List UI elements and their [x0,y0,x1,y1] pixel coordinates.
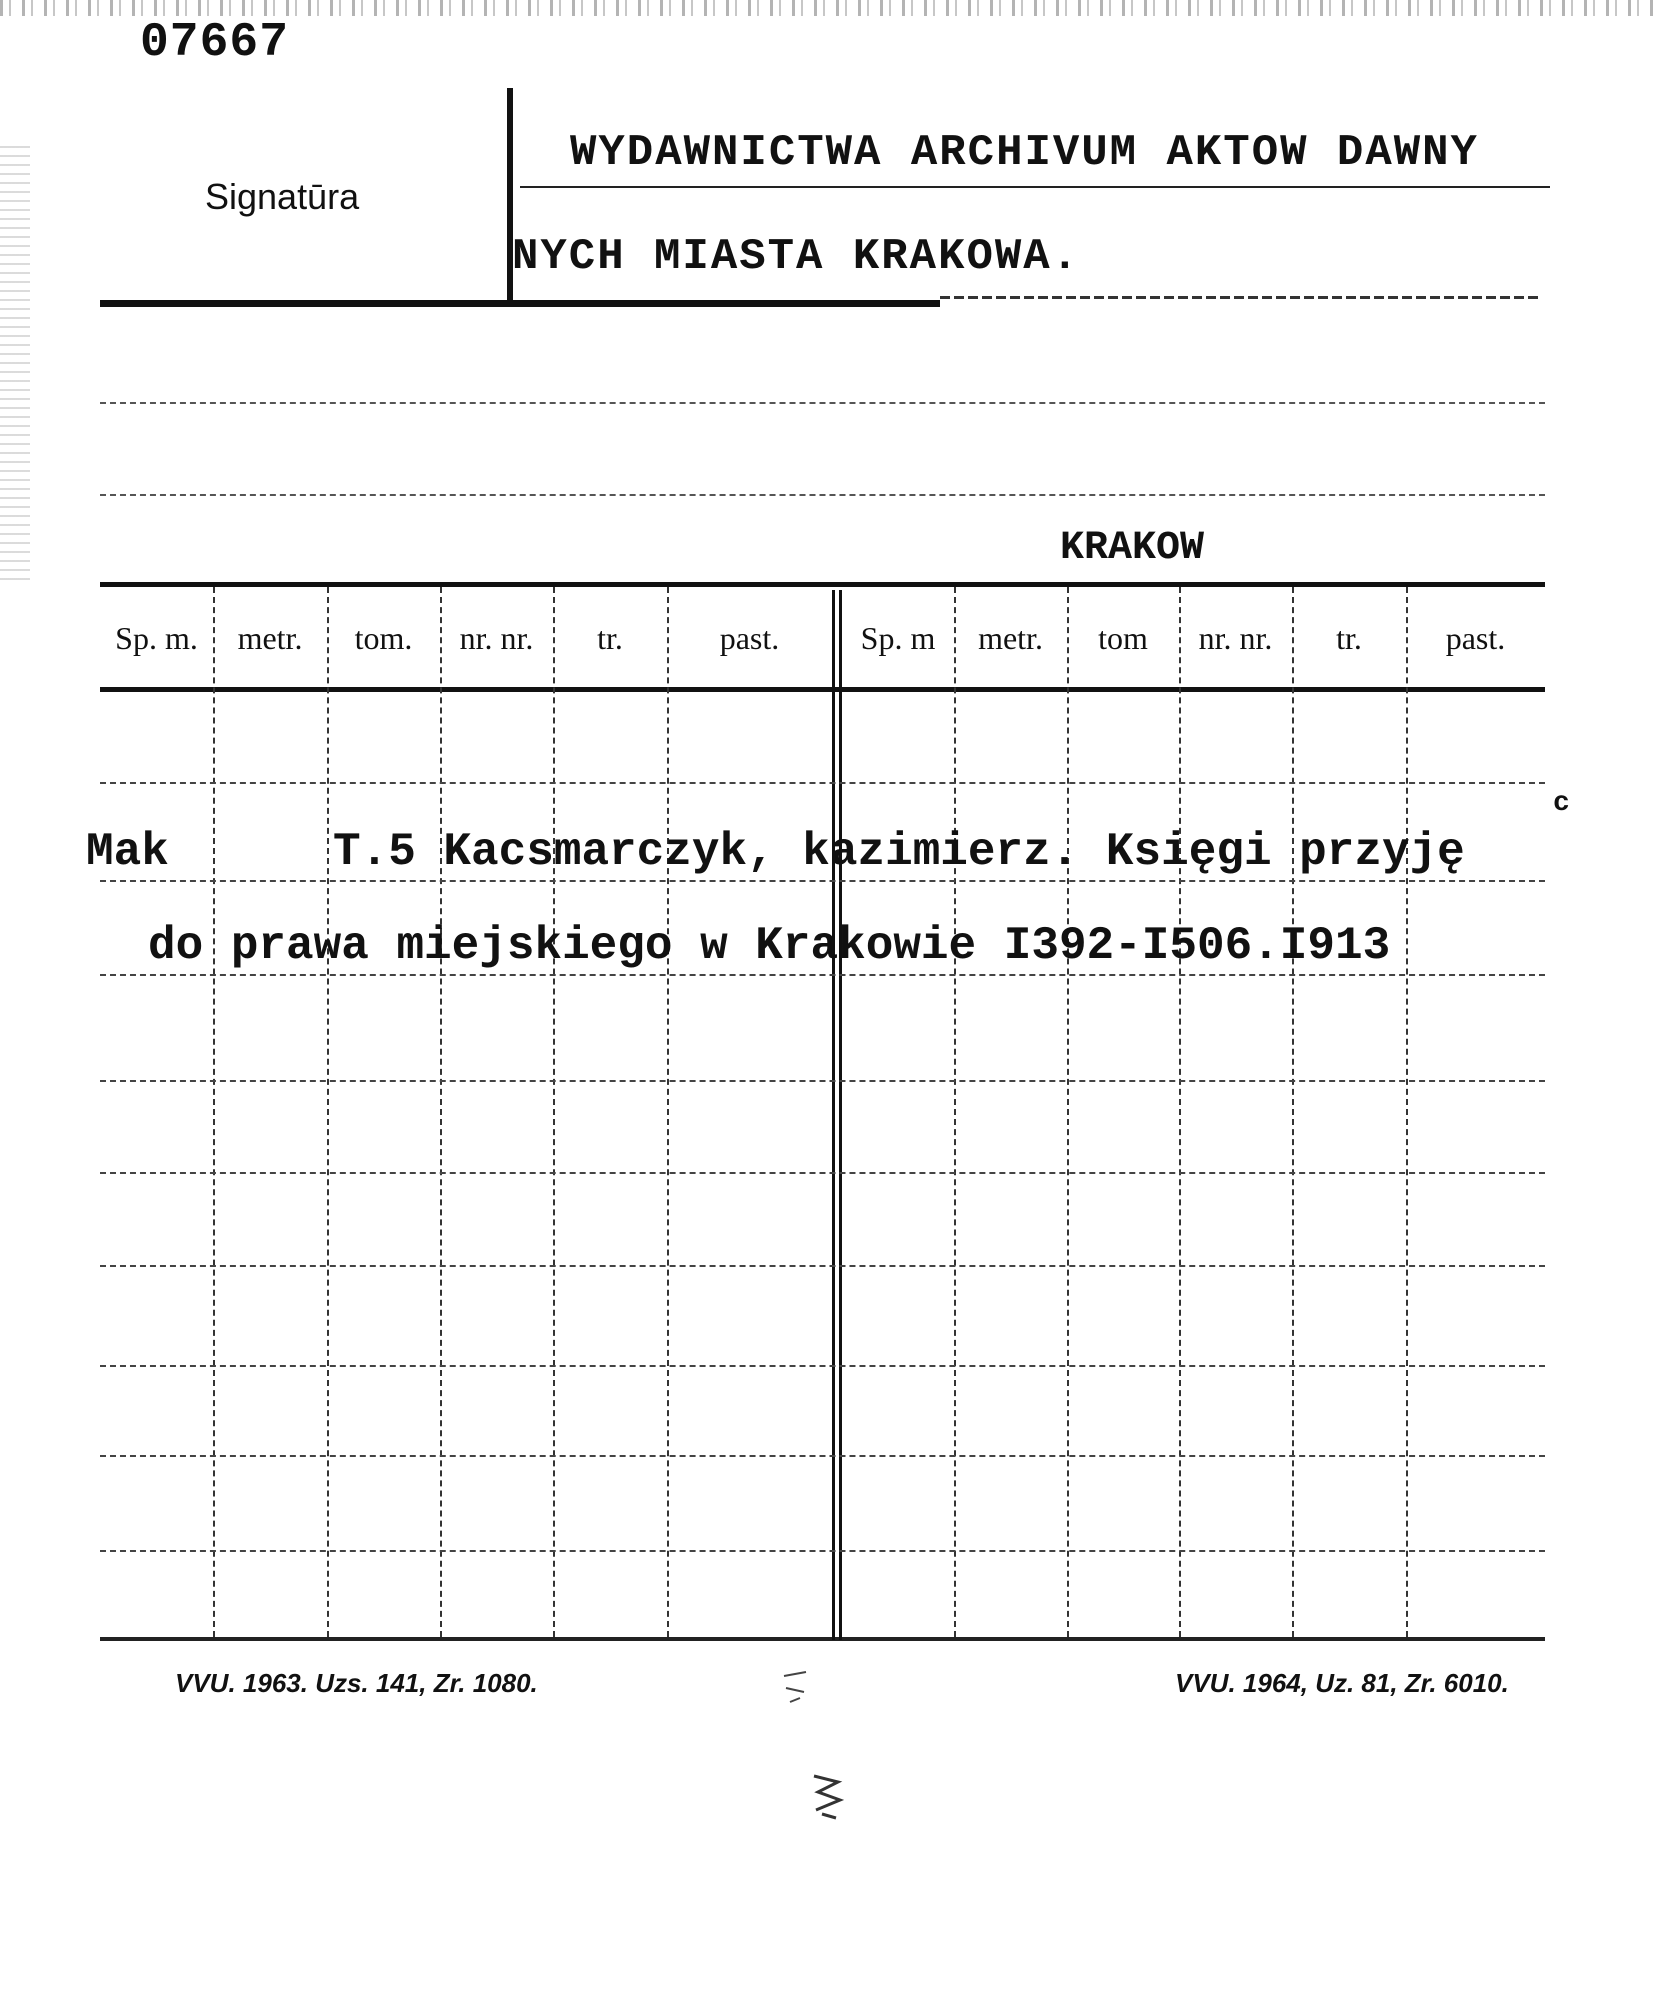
footnote-right: VVU. 1964, Uz. 81, Zr. 6010. [1175,1668,1509,1698]
signatura-label: Signatūra [205,176,360,217]
table-row-line [100,1265,1545,1267]
column-separator [1067,587,1069,1637]
column-separator [440,587,442,1637]
column-separator [1292,587,1294,1637]
scan-noise-left [0,140,30,580]
table-row-line [100,782,1545,784]
blank-rule-2 [100,494,1545,496]
column-separator [1179,587,1181,1637]
table-row-line [100,974,1545,976]
stray-pencil-mark [780,1668,810,1708]
column-separator [1406,587,1408,1637]
column-separator [553,587,555,1637]
place-name: KRAKOW [1060,526,1205,571]
column-header: tr. [1336,620,1362,656]
table-top-rule [100,582,1545,587]
column-header: past. [719,620,780,656]
column-header: tom [1098,620,1148,656]
column-separator [954,587,956,1637]
table-row-line [100,1365,1545,1367]
publication-title-line-2: NYCH MIASTA KRAKOWA. [512,232,1081,282]
table-row-line [100,1455,1545,1457]
card-number: 07667 [140,16,290,70]
table-row-line [100,1172,1545,1174]
column-header: tr. [597,620,623,656]
scan-noise-top [0,0,1653,16]
table-row-line [100,1080,1545,1082]
column-header: Sp. m [860,620,936,656]
column-header: metr. [978,620,1043,656]
column-header: nr. nr. [459,620,534,656]
stray-handwritten-mark [810,1770,844,1822]
column-header: tom. [354,620,413,656]
table-bottom-rule [100,1637,1545,1641]
column-separator [213,587,215,1637]
table-center-divider [832,590,842,1640]
publication-title-line-1: WYDAWNICTWA ARCHIVUM AKTOW DAWNY [570,128,1479,178]
footnote-left: VVU. 1963. Uzs. 141, Zr. 1080. [175,1668,538,1698]
table-row-line [100,880,1545,882]
header-rule-bottom-faint [940,296,1540,299]
table-row-line [100,1550,1545,1552]
column-separator [327,587,329,1637]
entry-line-1: T.5 Kacsmarczyk, kazimierz. Księgi przyję [333,826,1465,878]
column-header: nr. nr. [1198,620,1273,656]
header-rule-middle [520,186,1550,188]
entry-line-2: do prawa miejskiego w Krakowie I392-I506.I913 [148,920,1391,972]
column-header: metr. [237,620,303,656]
column-header: Sp. m. [115,620,198,656]
column-separator [667,587,669,1637]
entry-correction: c [1553,788,1570,819]
blank-rule-1 [100,402,1545,404]
table-header-rule [100,687,1545,692]
header-rule-bottom [100,300,940,307]
entry-code: Mak [86,826,169,878]
column-header: past. [1445,620,1506,656]
